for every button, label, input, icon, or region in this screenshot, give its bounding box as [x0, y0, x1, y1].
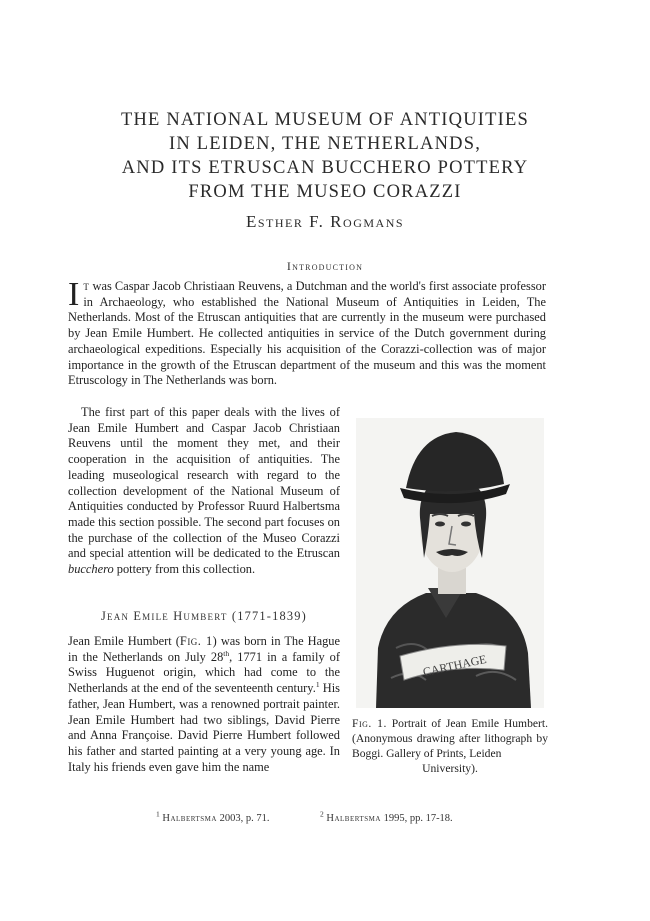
figure-caption	[352, 716, 548, 776]
intro-paragraph-1-text: was Caspar Jacob Christiaan Reuvens, a Dutchman and the world's first associate professor in Archaeology, who established the National Museum of Antiquities in Leiden, The Netherlands. Most of the Etruscan antiquities that are currently in the museum were purchased by Jean Emile Humbert. He collected antiquities in service of the Dutch government during archaeological expeditions. Especially his acquisition of the Corazzi-collection was of major importance in the growth of the Etruscan department of the museum and this was the moment Etruscology in The Netherlands was born.	[68, 279, 546, 388]
title-line-4: FROM THE MUSEO CORAZZI	[188, 182, 462, 202]
title-line-1: THE NATIONAL MUSEUM OF ANTIQUITIES	[120, 110, 530, 130]
article-title	[60, 108, 590, 204]
introduction-heading: Introduction	[286, 259, 364, 273]
humbert-text-d: His father, Jean Humbert, was a renowned portrait painter. Jean Emile Humbert had two siblings, David Pierre and Anna Françoise. David Pierre Humbert followed his father and started painting at a very young age. In Italy his friends even gave him the name	[68, 681, 340, 774]
footnote-1-number: 1	[156, 809, 160, 819]
portrait-figure	[356, 418, 544, 708]
ordinal-suffix: th	[223, 648, 230, 658]
footnote-2-text: 1995, pp. 17-18.	[380, 813, 453, 824]
footnote-1	[156, 809, 270, 824]
scroll-text: CARTHAGE	[421, 651, 488, 680]
introduction-paragraph-1	[68, 276, 546, 389]
humbert-text-c: , 1771 in a family of Swiss Huguenot origin, which had come to the Netherlands at the end of the seventeenth century.	[68, 649, 340, 696]
footnote-2-author: Halbertsma	[326, 813, 381, 824]
humbert-paragraph	[68, 634, 340, 775]
caption-last-line: University).	[422, 762, 478, 775]
humbert-text-b: ) was born in The Hague in the Netherlands on July 28	[68, 634, 340, 664]
humbert-section-heading: Jean Emile Humbert (1771-1839)	[100, 609, 308, 623]
footnote-1-text: 2003, p. 71.	[216, 813, 270, 824]
drop-cap: I	[68, 276, 80, 313]
caption-label: Fig. 1.	[352, 717, 387, 730]
caption-text: Portrait of Jean Emile Humbert. (Anonymous drawing after lithograph by Boggi. Gallery of Prints, Leiden	[352, 717, 549, 760]
footnote-2-number: 2	[320, 809, 324, 819]
title-line-3: AND ITS ETRUSCAN BUCCHERO POTTERY	[121, 158, 529, 178]
humbert-text-a: Jean Emile Humbert (	[68, 634, 180, 648]
footnote-2	[320, 809, 453, 824]
intro-p2-text-a: The first part of this paper deals with the lives of Jean Emile Humbert and Caspar Jacob Christiaan Reuvens until the moment they met, and their cooperation in the acquisition of antiquities. The leading museological research with regard to the collection development of the National Museum of Antiquities conducted by Professor Ruurd Halbertsma made this section possible. The second part focuses on the purchase of the collection of the Museo Corazzi and special attention will be dedicated to the Etruscan	[68, 405, 340, 561]
portrait-image	[356, 418, 544, 708]
intro-p2-text-b: pottery from this collection.	[113, 562, 256, 577]
intro-p2-italic: bucchero	[68, 562, 114, 577]
title-line-2: IN LEIDEN, THE NETHERLANDS,	[168, 134, 482, 154]
figure-reference: Fig. 1	[179, 634, 213, 648]
introduction-paragraph-2	[68, 405, 340, 578]
footnote-ref-1: 1	[315, 679, 320, 689]
footnote-1-author: Halbertsma	[162, 813, 217, 824]
intro-first-word: t	[83, 279, 90, 293]
author-name: Esther F. Rogmans	[245, 212, 405, 231]
